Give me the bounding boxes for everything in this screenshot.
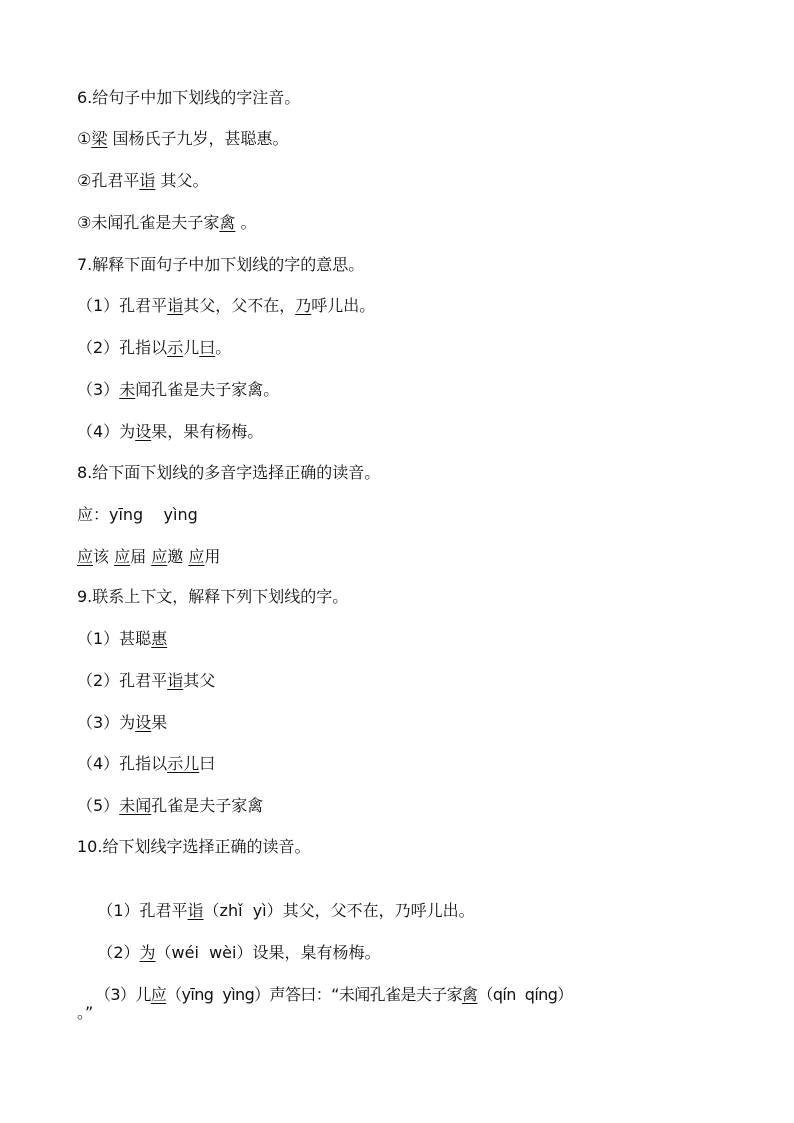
underlined-char: 为 xyxy=(139,943,156,962)
word-text: 用 xyxy=(204,547,221,566)
underlined-char: 应 xyxy=(150,985,167,1004)
q9-item-4 xyxy=(77,753,754,775)
sentence-text: （5） xyxy=(77,796,120,815)
sentence-text: 果 xyxy=(151,713,168,732)
q6-title: 6.给句子中加下划线的字注音。 xyxy=(77,88,301,107)
sentence-text: 孔君平 xyxy=(91,171,140,190)
sentence-text: （4）孔指以 xyxy=(77,754,168,773)
underlined-char: 设 xyxy=(135,713,152,732)
underlined-char: 应 xyxy=(77,547,94,566)
underlined-char: 诣 xyxy=(187,901,204,920)
sentence-text: 其父。 xyxy=(160,171,209,190)
q7-item-1 xyxy=(77,295,754,317)
circled-number: ① xyxy=(77,129,92,148)
sentence-text: （1）孔君平 xyxy=(77,296,168,315)
q9-item-2 xyxy=(77,670,754,692)
q8-words xyxy=(77,546,754,568)
circled-number: ② xyxy=(77,171,92,190)
underlined-char: 惠 xyxy=(151,629,168,648)
pinyin-choices: （zhǐ yì） xyxy=(203,901,283,920)
q7-title: 7.解释下面句子中加下划线的字的意思。 xyxy=(77,255,365,274)
pinyin-choices: （yīng yìng） xyxy=(166,985,270,1004)
sentence-text: 其父 xyxy=(183,671,216,690)
sentence-text: 设果，臬有杨梅。 xyxy=(252,943,381,962)
underlined-char: 示 xyxy=(167,338,184,357)
underlined-char: 设 xyxy=(135,422,152,441)
q9-item-3 xyxy=(77,712,754,734)
underlined-char: 禽 xyxy=(462,985,478,1004)
sentence-text: （3）儿 xyxy=(94,985,151,1004)
underlined-char: 乃 xyxy=(295,296,312,315)
q10-title: 10.给下划线字选择正确的读音。 xyxy=(77,837,311,856)
q8-title: 8.给下面下划线的多音字选择正确的读音。 xyxy=(77,463,381,482)
underlined-char: 禽 xyxy=(219,213,236,232)
q6-item-2 xyxy=(77,170,754,192)
sentence-text: 孔雀是夫子家禽 xyxy=(151,796,264,815)
sentence-text: 国杨氏子九岁，甚聪惠。 xyxy=(112,129,289,148)
q9-item-5 xyxy=(77,795,754,817)
sentence-text: （4）为 xyxy=(77,422,136,441)
q6-item-1 xyxy=(77,128,754,150)
sentence-text: 声答曰：“未闻孔雀是夫子家 xyxy=(269,985,463,1004)
word-text: 届 xyxy=(130,547,147,566)
sentence-text: （1）甚聪 xyxy=(77,629,152,648)
underlined-char: 梁 xyxy=(91,129,108,148)
underlined-char: 诣 xyxy=(167,296,184,315)
sentence-text: 曰 xyxy=(199,754,216,773)
sentence-text: 。 xyxy=(240,213,257,232)
sentence-text: 其父，父不在， xyxy=(183,296,296,315)
sentence-text: 闻孔雀是夫子家禽。 xyxy=(135,380,280,399)
sentence-text: （2）孔君平 xyxy=(77,671,168,690)
underlined-char: 应 xyxy=(114,547,131,566)
q7-item-4 xyxy=(77,421,754,443)
sentence-text: （2）孔指以 xyxy=(77,338,168,357)
sentence-text: 儿 xyxy=(183,338,200,357)
underlined-char: 诣 xyxy=(167,671,184,690)
q10-item-3-end: 。” xyxy=(77,1003,94,1022)
underlined-char: 应 xyxy=(151,547,168,566)
sentence-text: （2） xyxy=(97,943,140,962)
sentence-text: 其父，父不在，乃呼儿出。 xyxy=(282,901,475,920)
pinyin-choices: （qín qíng） xyxy=(477,985,573,1004)
q9-title: 9.联系上下文，解释下列下划线的字。 xyxy=(77,587,349,606)
underlined-char: 曰 xyxy=(199,338,216,357)
underlined-char: 示儿 xyxy=(167,754,200,773)
underlined-char: 诣 xyxy=(139,171,156,190)
sentence-text: 。 xyxy=(215,338,232,357)
q7-item-3 xyxy=(77,379,754,401)
sentence-text: 呼儿出。 xyxy=(311,296,376,315)
underlined-char: 应 xyxy=(188,547,205,566)
q7-item-2 xyxy=(77,337,754,359)
circled-number: ③ xyxy=(77,213,92,232)
sentence-text: （3）为 xyxy=(77,713,136,732)
word-text: 邀 xyxy=(167,547,184,566)
sentence-text: 未闻孔雀是夫子家 xyxy=(91,213,220,232)
q9-item-1 xyxy=(77,628,754,650)
pinyin-choices: （wéi wèi） xyxy=(155,943,253,962)
word-text: 该 xyxy=(93,547,110,566)
q6-item-3 xyxy=(77,212,754,234)
underlined-char: 未闻 xyxy=(119,796,152,815)
q8-pinyin-options: 应：yīng yìng xyxy=(77,505,198,524)
sentence-text: 果，果有杨梅。 xyxy=(151,422,264,441)
sentence-text: （1）孔君平 xyxy=(97,901,188,920)
sentence-text: （3） xyxy=(77,380,120,399)
underlined-char: 未 xyxy=(119,380,136,399)
